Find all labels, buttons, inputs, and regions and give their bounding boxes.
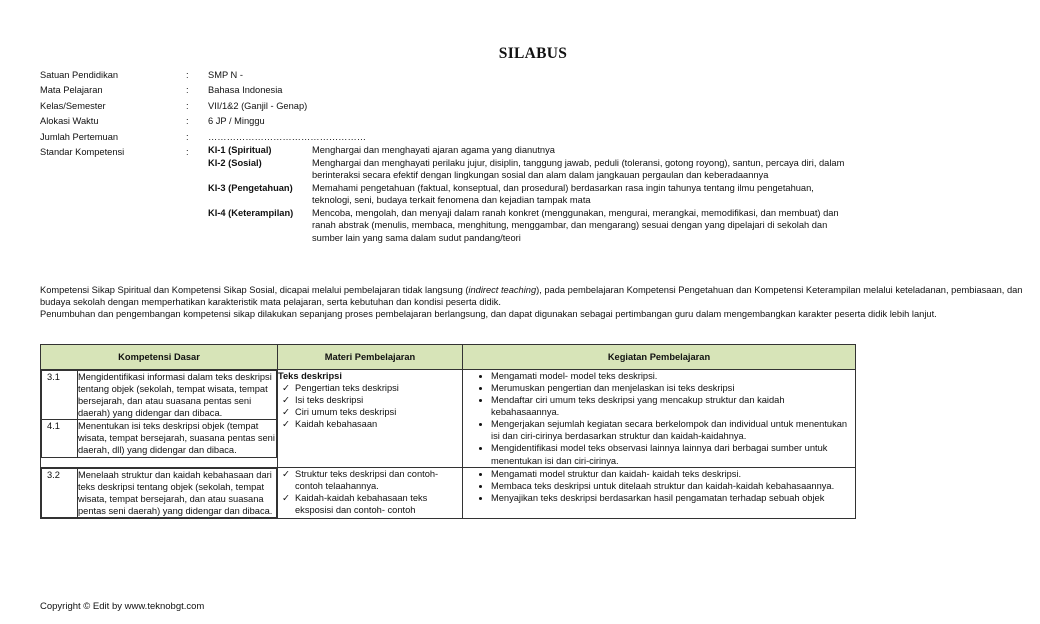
kd-cell (41, 370, 278, 468)
kegiatan-cell (463, 370, 856, 468)
identity-value: 6 JP / Minggu (208, 116, 265, 127)
ki-row (208, 144, 868, 156)
identity-colon: : (186, 100, 189, 111)
ki-code: KI-4 (Keterampilan) (208, 208, 294, 219)
identity-value: SMP N - (208, 70, 243, 80)
ki-desc: Menghargai dan menghayati perilaku jujur, disiplin, tanggung jawab, peduli (toleransi, gotong royong), santun, percaya diri, dalam berinteraksi secara efektif dengan lingkungan sosial dan alam dalam jangkauan pergaulan dan keberadaannya (312, 158, 845, 181)
kd-cell (41, 467, 278, 518)
intro-paragraphs (40, 284, 1035, 320)
list-item: ✓ Kaidah kebahasaan (282, 418, 462, 430)
table-row (41, 467, 856, 518)
materi-cell (278, 370, 463, 468)
ki-desc: Memahami pengetahuan (faktual, konseptual, dan prosedural) berdasarkan rasa ingin tahunya tentang ilmu pengetahuan, teknologi, seni, budaya terkait fenomena dan kejadian tampak mata (312, 183, 814, 206)
list-item: ✓ Struktur teks deskripsi dan contoh-contoh telaahannya. (282, 468, 462, 492)
identity-colon: : (186, 85, 189, 96)
list-item: ✓ Isi teks deskripsi (282, 394, 462, 406)
kd-text: Menelaah struktur dan kaidah kebahasaan dari teks deskripsi tentang objek (sekolah, tempat wisata, tempat bersejarah, dan atau suasana pentas seni daerah) yang didengar dan dibaca. (78, 468, 277, 517)
list-item: • Menyajikan teks deskripsi berdasarkan hasil pengamatan terhadap sebuah objek (491, 492, 855, 504)
paragraph-text: ), pada pembelajaran Kompetensi Pengetahuan dan Kompetensi Keterampilan melalui keteladanan, pembiasaan, dan budaya sekolah dengan memperhatikan karakteristik mata pelajaran, serta kebutuhan dan kondisi peserta didik. (40, 285, 1023, 308)
paragraph-kompetensi-sikap (40, 284, 1035, 308)
list-item: • Merumuskan pengertian dan menjelaskan isi teks deskripsi (491, 382, 855, 394)
ki-code: KI-2 (Sosial) (208, 158, 262, 169)
list-item: • Mengamati model- model teks deskripsi. (491, 370, 855, 382)
identity-colon: : (186, 70, 189, 80)
list-item: • Mengerjakan sejumlah kegiatan secara berkelompok dan individual untuk menentukan isi dan ciri-cirinya berdasarkan struktur dan kaidah-kaidahnya. (491, 418, 855, 442)
syllabus-table (40, 344, 856, 519)
ki-desc: Mencoba, mengolah, dan menyaji dalam ranah konkret (menggunakan, mengurai, merangkai, memodifikasi, dan membuat) dan ranah abstrak (menulis, membaca, menghitung, menggambar, dan mengarang) sesuai dengan yang dipelajari di sekolah dan sumber lain yang sama dalam sudut pandang/teori (312, 208, 839, 243)
list-item: ✓ Ciri umum teks deskripsi (282, 406, 462, 418)
identity-colon: : (186, 131, 189, 142)
list-item: • Mendaftar ciri umum teks deskripsi yang mencakup struktur dan kaidah kebahasaannya. (491, 394, 855, 418)
ki-row (208, 207, 868, 243)
header-kompetensi-dasar: Kompetensi Dasar (41, 345, 278, 370)
kd-number: 3.1 (42, 371, 78, 420)
kegiatan-cell (463, 467, 856, 518)
identity-colon: : (186, 146, 189, 157)
identity-label: Standar Kompetensi (40, 146, 125, 157)
identity-label: Jumlah Pertemuan (40, 131, 119, 142)
kd-text: Mengidentifikasi informasi dalam teks deskripsi tentang objek (sekolah, tempat wisata, tempat bersejarah, dan atau suasana pentas seni daerah) yang didengar dan dibaca. (78, 371, 277, 420)
copyright-text: Copyright © Edit by www.teknobgt.com (40, 601, 205, 612)
identity-value: VII/1&2 (Ganjil - Genap) (208, 100, 308, 111)
list-item: • Mengidentifikasi model teks observasi lainnya lainnya dari berbagai sumber untuk menentukan isi dan ciri-cirinya. (491, 442, 855, 466)
paragraph-text: Kompetensi Sikap Spiritual dan Kompetensi Sikap Sosial, dicapai melalui pembelajaran tidak langsung ( (40, 285, 469, 295)
ki-desc: Menghargai dan menghayati ajaran agama yang dianutnya (312, 145, 555, 155)
identity-colon: : (186, 116, 189, 127)
paragraph-penumbuhan: Penumbuhan dan pengembangan kompetensi sikap dilakukan sepanjang proses pembelajaran berlangsung, dan dapat digunakan sebagai pertimbangan guru dalam mengembangkan karakter peserta didik lebih lanjut. (40, 309, 937, 320)
kd-number: 4.1 (42, 420, 78, 457)
list-item: • Membaca teks deskripsi untuk ditelaah struktur dan kaidah-kaidah kebahasaannya. (491, 480, 855, 492)
identity-value: …………………………………………… (208, 131, 367, 142)
ki-code: KI-1 (Spiritual) (208, 145, 272, 155)
header-kegiatan: Kegiatan Pembelajaran (463, 345, 856, 370)
paragraph-italic: indirect teaching (468, 285, 537, 295)
kd-number: 3.2 (42, 468, 78, 517)
kd-text: Menentukan isi teks deskripsi objek (tempat wisata, tempat bersejarah, suasana pentas seni daerah, dll) yang didengar dan dibaca. (78, 421, 275, 456)
list-item: • Mengamati model struktur dan kaidah- kaidah teks deskripsi. (491, 468, 855, 480)
table-header-row (41, 345, 856, 370)
ki-row (208, 157, 868, 181)
identity-label: Satuan Pendidikan (40, 70, 119, 80)
page-title: SILABUS (498, 45, 568, 62)
identity-value: Bahasa Indonesia (208, 85, 283, 96)
ki-list (208, 144, 868, 244)
materi-title: Teks deskripsi (278, 371, 342, 381)
header-materi: Materi Pembelajaran (278, 345, 463, 370)
ki-code: KI-3 (Pengetahuan) (208, 183, 293, 194)
table-row (41, 370, 856, 468)
list-item: ✓ Kaidah-kaidah kebahasaan teks eksposisi dan contoh- contoh (282, 492, 462, 516)
ki-row (208, 182, 868, 206)
identity-label: Mata Pelajaran (40, 85, 103, 96)
identity-label: Kelas/Semester (40, 100, 106, 111)
identity-label: Alokasi Waktu (40, 116, 99, 127)
list-item: ✓ Pengertian teks deskripsi (282, 382, 462, 394)
materi-cell (278, 467, 463, 518)
